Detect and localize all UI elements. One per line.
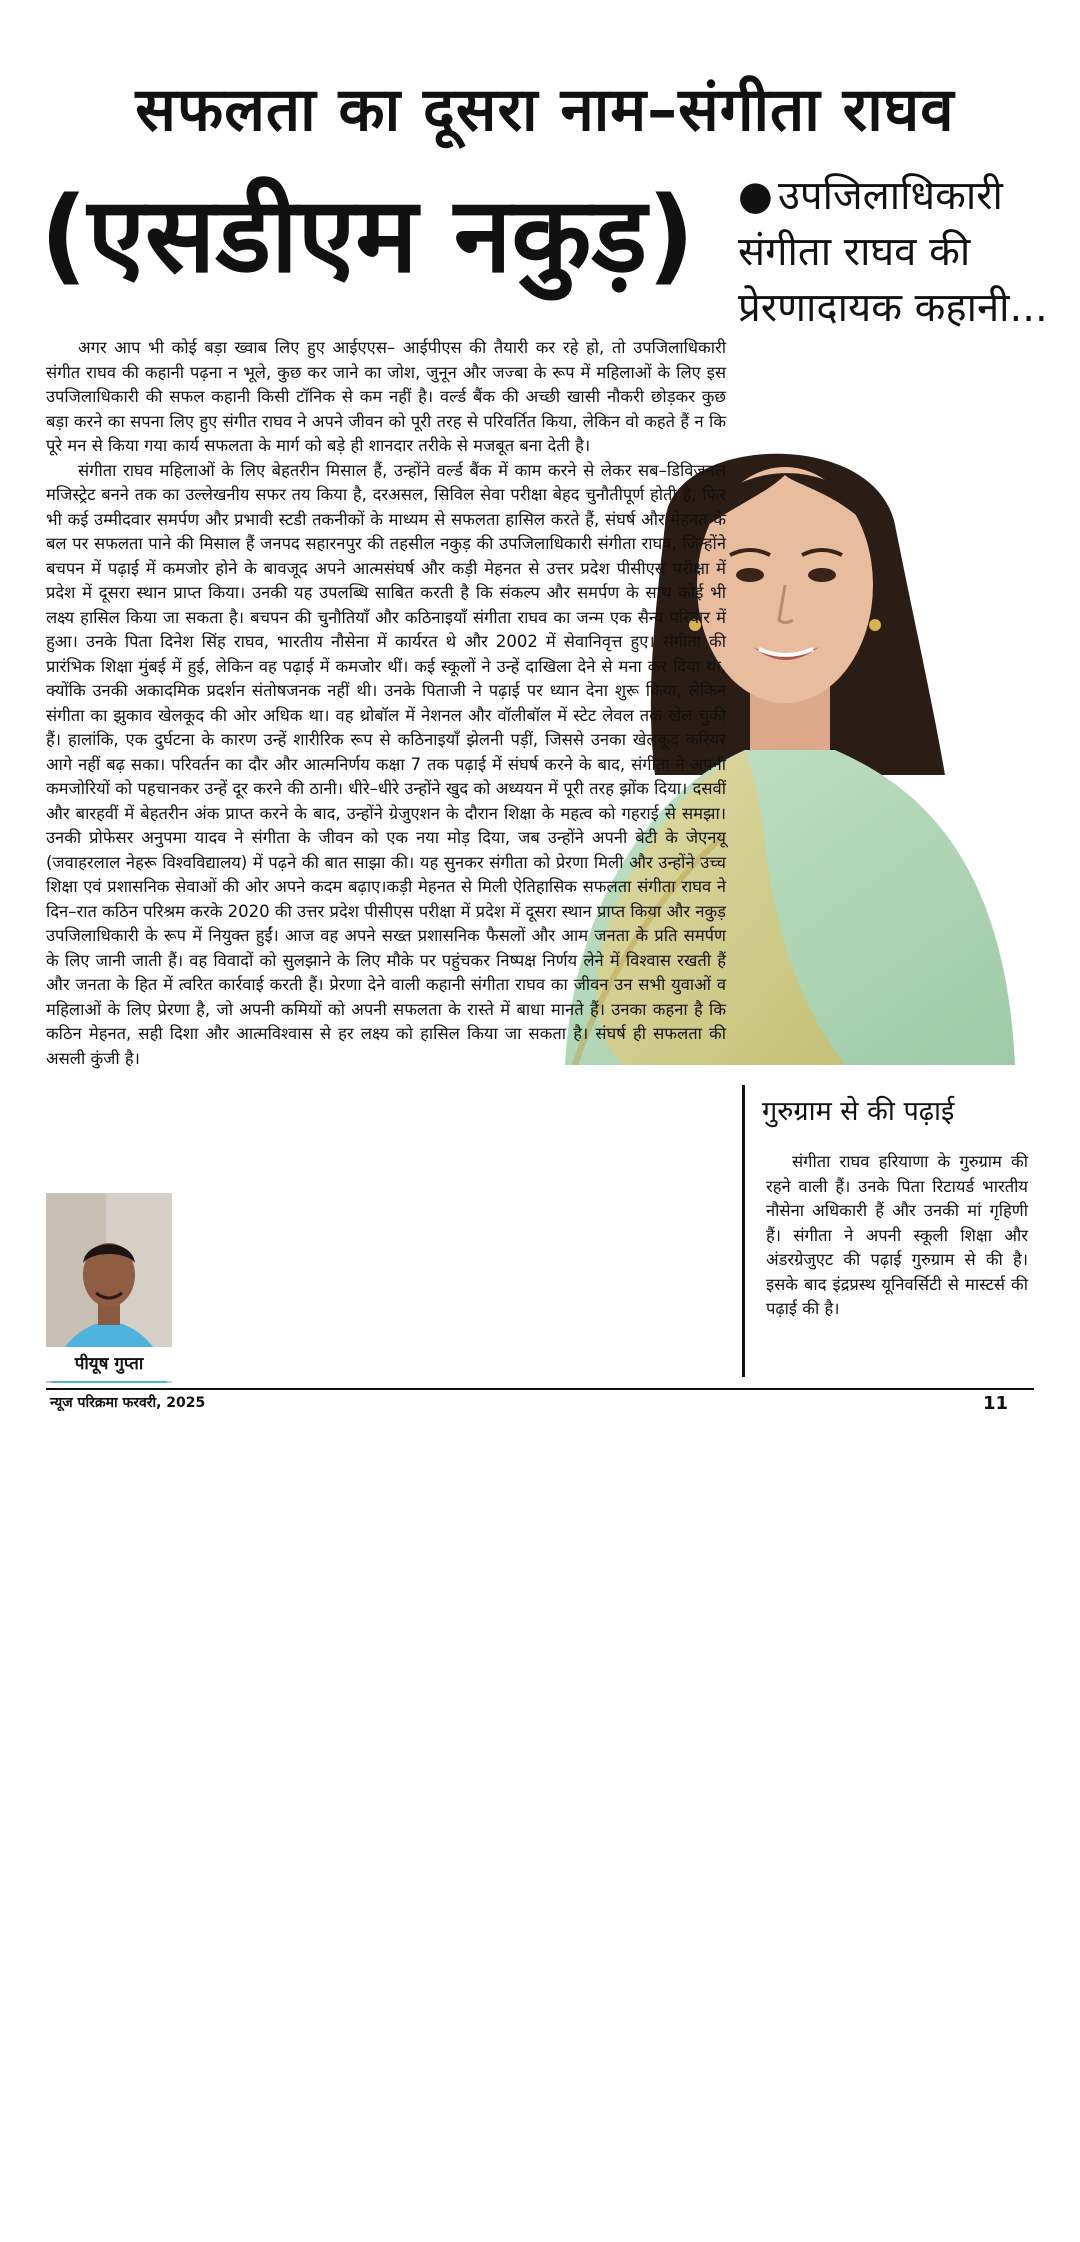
page-subtitle: (एसडीएम नकुड़) (40, 174, 695, 296)
author-name: पीयूष गुप्ता (46, 1347, 172, 1381)
author-wrap-spacer (46, 2042, 180, 2242)
page-title: सफलता का दूसरा नाम–संगीता राघव (135, 75, 955, 145)
sidebar-heading: गुरुग्राम से की पढ़ाई (762, 1096, 955, 1127)
footer-rule (46, 1388, 1034, 1390)
highlight-text: उपजिलाधिकारी संगीता राघव की प्रेरणादायक कहानी... (738, 173, 1048, 331)
portrait-wrap-spacer (576, 1549, 726, 2093)
highlight-blurb (738, 168, 1058, 336)
article-paragraph-2: संगीता राघव महिलाओं के लिए बेहतरीन मिसाल हैं, उन्होंने वर्ल्ड बैंक में काम करने से लेकर सब–डिविजनल मजिस्ट्रेट बनने तक का उल्लेखनीय सफर तय किया है, दरअसल, सिविल सेवा परीक्षा बेहद चुनौतीपूर्ण होती है, फिर भी कई उम्मीदवार समर्पण और प्रभावी स्टडी तकनीकों के माध्यम से सफलता हासिल करते हैं, संघर्ष और मेहनत के बल पर सफलता पाने की मिसाल हैं जनपद सहारनपुर की तहसील नकुड़ की उपजिलाधिकारी संगीता राघव, जिन्होंने बचपन में पढ़ाई में कमजोर होने के बावजूद अपने आत्मसंघर्ष और कड़ी मेहनत से उत्तर प्रदेश पीसीएस परीक्षा में प्रदेश में दूसरा स्थान प्राप्त किया। उनकी यह उपलब्धि साबित करती है कि संकल्प और समर्पण के साथ कोई भी लक्ष्य हासिल किया जा सकता है। बचपन की चुनौतियाँ और कठिनाइयाँ संगीता राघव का जन्म एक सैन्य परिवार में हुआ। उनके पिता दिनेश सिंह राघव, भारतीय नौसेना में कार्यरत थे और 2002 में सेवानिवृत्त हुए। संगीता की प्रारंभिक शिक्षा मुंबई में हुई, लेकिन वह पढ़ाई में कमजोर थीं। कई स्कूलों ने उन्हें दाखिला देने से मना कर दिया था, क्योंकि उनकी अकादमिक प्रदर्शन संतोषजनक नहीं थी। उनके पिताजी ने पढ़ाई पर ध्यान देना शुरू किया, लेकिन संगीता का झुकाव खेलकूद की ओर अधिक था। वह थ्रोबॉल में नेशनल और वॉलीबॉल में स्टेट लेवल तक खेल चुकी हैं। हालांकि, एक दुर्घटना के कारण उन्हें शारीरिक रूप से कठिनाइयाँ झेलनी पड़ीं, जिससे उनका खेलकूद करियर आगे नहीं बढ़ सका। परिवर्तन का दौर और आत्मनिर्णय कक्षा 7 तक पढ़ाई में संघर्ष करने के बाद, संगीता ने अपनी कमजोरियों को पहचानकर उन्हें दूर करने की ठानी। धीरे–धीरे उन्होंने खुद को अध्ययन में पूरी तरह झोंक दिया। दसवीं और बारहवीं में बेहतरीन अंक प्राप्त करने के बाद, उन्होंने ग्रेजुएशन के दौरान शिक्षा के महत्व को गहराई से समझा। उनकी प्रोफेसर अनुपमा यादव ने संगीता के जीवन को एक नया मोड़ दिया, जब उन्होंने अपनी बेटी के जेएनयू (जवाहरलाल नेहरू विश्वविद्यालय) में पढ़ने की बात साझा की। यह सुनकर संगीता को प्रेरणा मिली और उन्होंने उच्च शिक्षा एवं प्रशासनिक सेवाओं की ओर अपने कदम बढ़ाए।कड़ी मेहनत से मिली ऐतिहासिक सफलता संगीता राघव ने दिन–रात कठिन परिश्रम करके 2020 की उत्तर प्रदेश पीसीएस परीक्षा में प्रदेश में दूसरा स्थान प्राप्त किया और नकुड़ उपजिलाधिकारी के रूप में नियुक्त हुईं। आज वह अपने सख्त प्रशासनिक फैसलों और आम जनता के प्रति समर्पण के लिए जानी जाती हैं। वह विवादों को सुलझाने के लिए मौके पर पहुंचकर निष्पक्ष निर्णय लेने में विश्वास रखती हैं और जनता के हित में त्वरित कार्रवाई करती हैं। प्रेरणा देने वाली कहानी संगीता राघव का जीवन उन सभी युवाओं व महिलाओं के लिए प्रेरणा है, जो अपनी कमियों को अपनी सफलता के रास्ते में बाधा मानते हैं। उनका कहना है कि कठिन मेहनत, सही दिशा और आत्मविश्वास से हर लक्ष्य को हासिल किया जा सकता है। संघर्ष ही सफलता की असली कुंजी है। (46, 460, 726, 1068)
sidebar-paragraph: संगीता राघव हरियाणा के गुरुग्राम की रहने वाली हैं। उनके पिता रिटायर्ड भारतीय नौसेना अधिकारी हैं और उनकी मां गृहिणी हैं। संगीता ने अपनी स्कूली शिक्षा और अंडरग्रेजुएट की पढ़ाई गुरुग्राम से की है। इसके बाद इंद्रप्रस्थ यूनिवर्सिटी से मास्टर्स की पढ़ाई की है। (766, 1152, 1028, 1318)
sidebar-body (766, 1150, 1028, 1322)
footer-publication: न्यूज परिक्रमा फरवरी, 2025 (50, 1395, 206, 1411)
sidebar-rule (742, 1085, 745, 1377)
page-number: 11 (982, 1393, 1008, 1414)
article-paragraph-1: अगर आप भी कोई बड़ा ख्वाब लिए हुए आईएएस– आईपीएस की तैयारी कर रहे हो, तो उपजिलाधिकारी संगीत राघव की कहानी पढ़ना न भूले, कुछ कर जाने का जोश, जुनून और जज्बा के रूप में महिलाओं के लिए इस उपजिलाधिकारी की सफल कहानी किसी टॉनिक से कम नहीं है। वर्ल्ड बैंक की अच्छी खासी नौकरी छोड़कर कुछ बड़ा करने का सपना लिए हुए संगीत राघव ने अपने जीवन को पूरी तरह से परिवर्तित किया, लेकिन वो कहते हैं न कि पूरे मन से किया गया कार्य सफलता के मार्ग को बड़े ही शानदार तरीके से मजबूत बना देती है। (46, 338, 726, 455)
bullet-icon: ● (738, 173, 773, 219)
